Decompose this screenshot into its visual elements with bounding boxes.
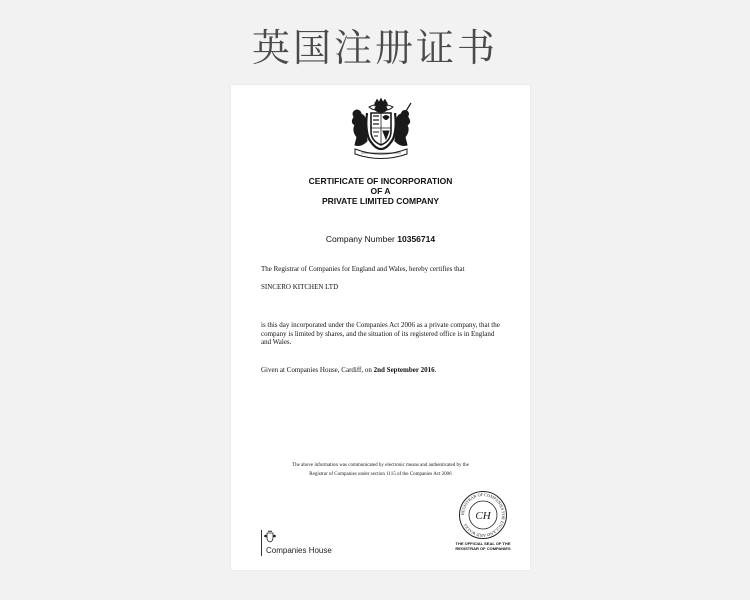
company-number-label: Company Number bbox=[325, 234, 395, 244]
certificate-document bbox=[231, 85, 530, 570]
royal-coat-of-arms-icon bbox=[349, 97, 413, 163]
given-at-statement bbox=[261, 366, 506, 375]
seal-caption-line: THE OFFICIAL SEAL OF THE bbox=[455, 541, 511, 546]
given-prefix: Given at Companies House, Cardiff, on bbox=[261, 366, 372, 374]
company-number-row bbox=[231, 234, 530, 244]
title-line: PRIVATE LIMITED COMPANY bbox=[321, 196, 440, 206]
given-suffix: . bbox=[434, 366, 437, 374]
logo-divider bbox=[261, 530, 262, 556]
registrar-statement: The Registrar of Companies for England and Wales, hereby certifies that bbox=[261, 265, 465, 273]
given-date: 2nd September 2016 bbox=[373, 366, 435, 374]
title-line: OF A bbox=[370, 186, 391, 196]
page-title: 英国注册证书 bbox=[251, 26, 498, 70]
authentication-footnote bbox=[261, 461, 500, 479]
seal-ring-textpath: REGISTRAR OF COMPANIES FOR ENGLAND AND WALES bbox=[459, 491, 507, 539]
seal-monogram: CH bbox=[475, 510, 491, 522]
footnote-line: The above information was communicated by electronic means and authenticated by the bbox=[292, 463, 469, 468]
title-line: CERTIFICATE OF INCORPORATION bbox=[308, 176, 453, 186]
footnote-line: Registrar of Companies under section 1115 of the Companies Act 2006 bbox=[309, 472, 452, 477]
companies-house-label: Companies House bbox=[266, 546, 332, 555]
registrar-seal-icon bbox=[458, 490, 508, 540]
company-name: SINCERO KITCHEN LTD bbox=[261, 283, 339, 291]
seal-caption bbox=[446, 541, 520, 551]
companies-house-crest-icon bbox=[264, 530, 276, 544]
seal-caption-line: REGISTRAR OF COMPANIES bbox=[455, 546, 511, 551]
certificate-title bbox=[231, 176, 530, 206]
company-number-value: 10356714 bbox=[397, 234, 436, 244]
incorporation-statement: is this day incorporated under the Companies Act 2006 as a private company, that the company is limited by shares, and the situation of its registered office is in England and Wales. bbox=[261, 321, 500, 346]
